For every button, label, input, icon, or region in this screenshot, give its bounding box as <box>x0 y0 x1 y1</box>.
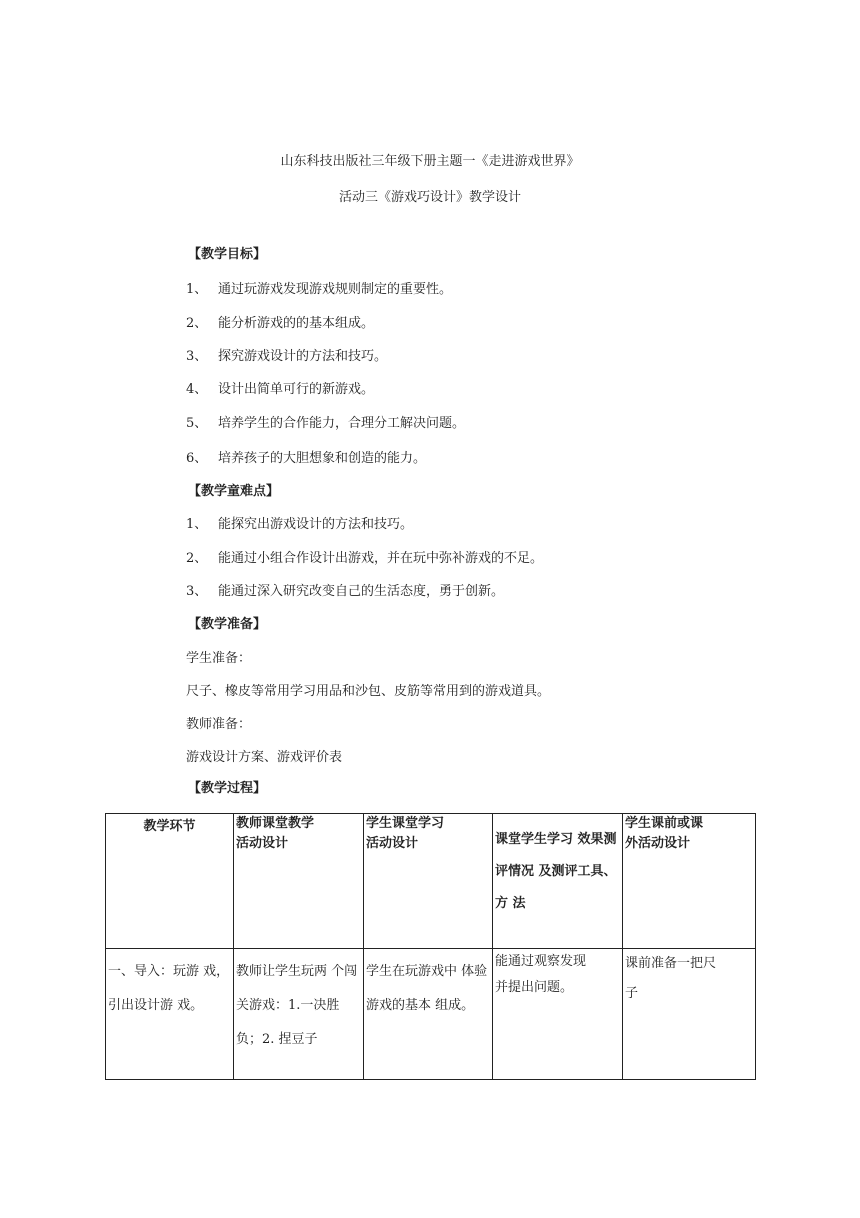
objective-number: 3、 <box>186 349 208 364</box>
objective-number: 6、 <box>186 451 208 466</box>
difficulty-heading: 【教学童难点】 <box>188 484 280 499</box>
student-prep-label: 学生准备： <box>186 651 252 666</box>
objective-item <box>186 281 452 299</box>
table-header-row <box>106 814 756 949</box>
header-cell-assessment: 课堂学生学习 效果测评情况 及测评工具、方 法 <box>493 814 623 949</box>
objective-text: 培养孩子的大胆想象和创造的能力。 <box>218 451 427 466</box>
objective-number: 1、 <box>186 282 208 297</box>
difficulty-text: 能探究出游戏设计的方法和技巧。 <box>218 517 414 532</box>
cell-teacher-activity: 教师让学生玩两 个闯关游戏：1.一决胜负；2. 捏豆子 <box>234 949 364 1080</box>
teacher-prep-text: 游戏设计方案、游戏评价表 <box>186 750 343 765</box>
header-cell-extra: 学生课前或课 外活动设计 <box>623 814 756 949</box>
document-title-line2: 活动三《游戏巧设计》教学设计 <box>338 190 521 205</box>
objective-text: 通过玩游戏发现游戏规则制定的重要性。 <box>218 282 453 297</box>
header-cell-student: 学生课堂学习 活动设计 <box>364 814 493 949</box>
objective-text: 设计出简单可行的新游戏。 <box>218 382 375 397</box>
student-prep-text: 尺子、橡皮等常用学习用品和沙包、皮筋等常用到的游戏道具。 <box>186 684 551 699</box>
cell-assessment: 能通过观察发现 并提出问题。 <box>493 949 623 1080</box>
difficulty-item <box>186 550 543 568</box>
teacher-prep-label: 教师准备： <box>186 717 252 732</box>
difficulty-number: 1、 <box>186 517 208 532</box>
teaching-process-table <box>105 813 756 1080</box>
difficulty-text: 能通过小组合作设计出游戏，并在玩中弥补游戏的不足。 <box>218 551 544 566</box>
difficulty-item <box>186 583 504 601</box>
objective-text: 能分析游戏的的基本组成。 <box>218 316 375 331</box>
objectives-heading: 【教学目标】 <box>188 247 267 262</box>
table-row <box>106 949 756 1080</box>
process-heading: 【教学过程】 <box>188 781 267 796</box>
objective-item <box>186 415 465 433</box>
difficulty-number: 3、 <box>186 584 208 599</box>
prep-heading: 【教学准备】 <box>188 617 267 632</box>
objective-item <box>186 381 374 399</box>
cell-stage: 一、导入：玩游 戏，引出设计游 戏。 <box>106 949 234 1080</box>
difficulty-item <box>186 516 413 534</box>
header-cell-teacher: 教师课堂教学 活动设计 <box>234 814 364 949</box>
objective-item <box>186 315 374 333</box>
objective-item <box>186 348 387 366</box>
objective-number: 4、 <box>186 382 208 397</box>
objective-text: 培养学生的合作能力，合理分工解决问题。 <box>218 416 466 431</box>
difficulty-number: 2、 <box>186 551 208 566</box>
objective-item <box>186 450 426 468</box>
cell-extra-activity: 课前准备一把尺 子 <box>623 949 756 1080</box>
cell-student-activity: 学生在玩游戏中 体验游戏的基本 组成。 <box>364 949 493 1080</box>
objective-text: 探究游戏设计的方法和技巧。 <box>218 349 388 364</box>
objective-number: 5、 <box>186 416 208 431</box>
difficulty-text: 能通过深入研究改变自己的生活态度，勇于创新。 <box>218 584 505 599</box>
header-cell-stage: 教学环节 <box>106 814 234 949</box>
objective-number: 2、 <box>186 316 208 331</box>
document-title-line1: 山东科技出版社三年级下册主题一《走进游戏世界》 <box>280 154 580 169</box>
